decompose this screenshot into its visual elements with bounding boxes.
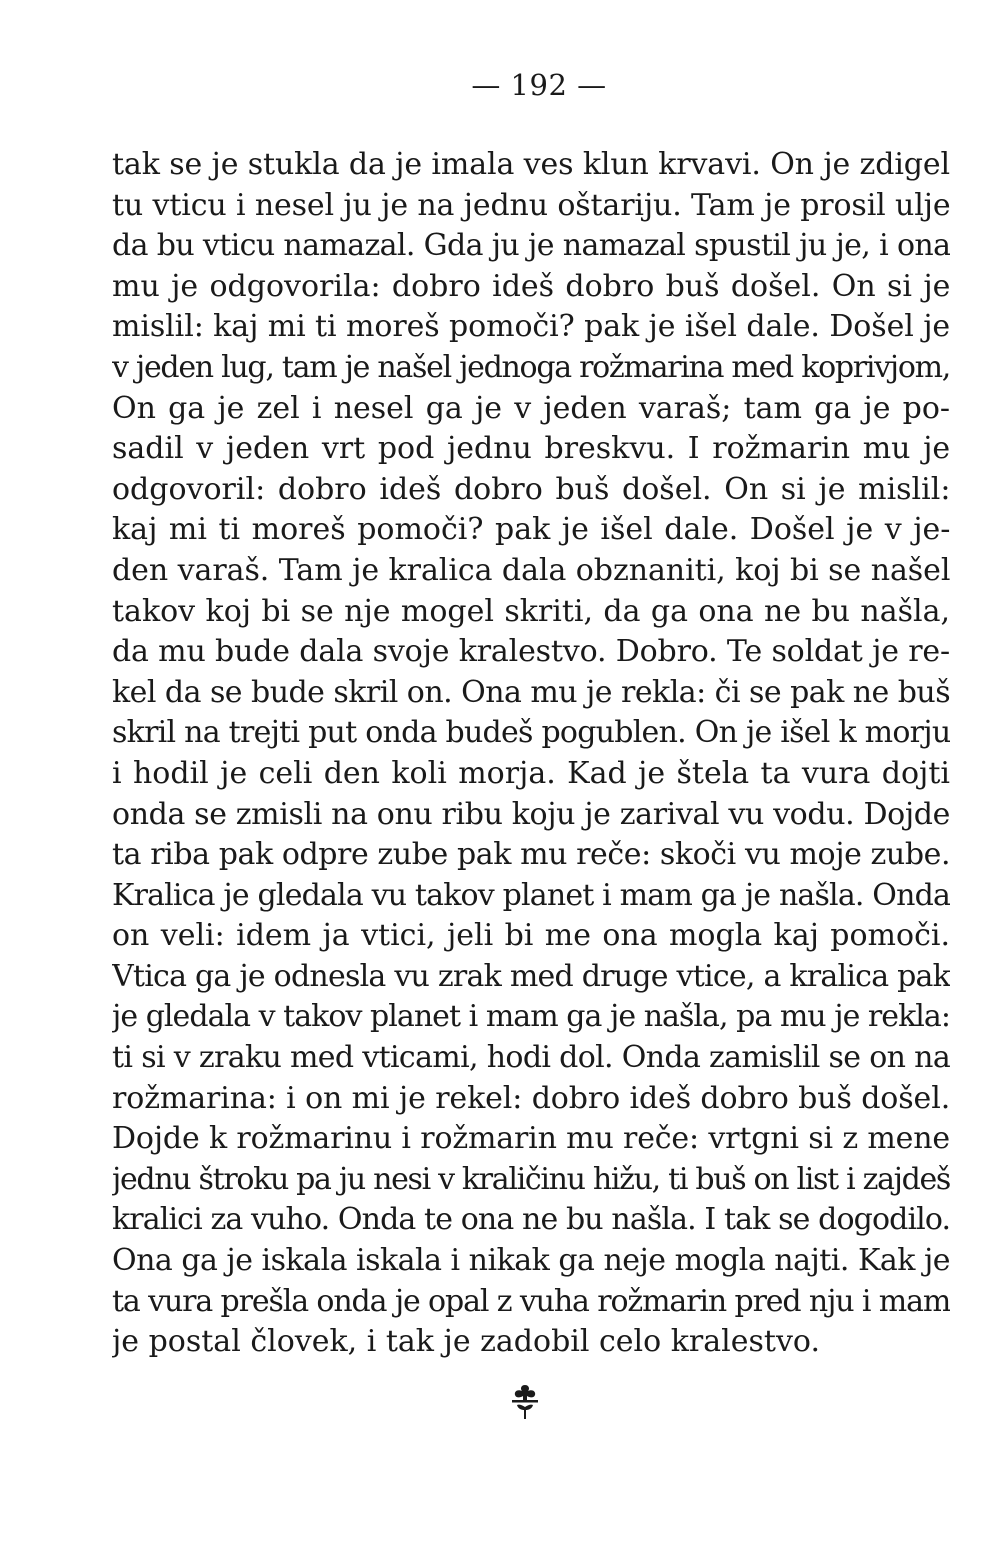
- text-line: onda se zmisli na onu ribu koju je zarival vu vodu. Dojde: [112, 796, 950, 832]
- text-line: mislil: kaj mi ti moreš pomoči? pak je išel dale. Došel je: [112, 309, 950, 345]
- text-line: kel da se bude skril on. Ona mu je rekla: či se pak ne buš: [112, 674, 950, 710]
- text-line: jednu štroku pa ju nesi v kraličinu hižu, ti buš on list i zajdeš: [112, 1161, 950, 1197]
- text-line: v jeden lug, tam je našel jednoga rožmarina med koprivjom,: [112, 349, 950, 385]
- text-line: da mu bude dala svoje kralestvo. Dobro. Te soldat je re-: [112, 634, 950, 670]
- text-line: On ga je zel i nesel ga je v jeden varaš; tam ga je po-: [112, 390, 950, 426]
- text-line: da bu vticu namazal. Gda ju je namazal spustil ju je, i ona: [112, 228, 950, 264]
- page-number: — 192 —: [471, 68, 607, 102]
- body-text: [112, 145, 950, 1363]
- text-line: ta vura prešla onda je opal z vuha rožmarin pred nju i mam: [112, 1283, 950, 1319]
- text-line: Kralica je gledala vu takov planet i mam ga je našla. Onda: [112, 877, 950, 913]
- text-line: ta riba pak odpre zube pak mu reče: skoči vu moje zube.: [112, 837, 950, 873]
- fleuron-ornament-icon: [508, 1383, 542, 1421]
- text-line: on veli: idem ja vtici, jeli bi me ona mogla kaj pomoči.: [112, 918, 950, 954]
- text-line: i hodil je celi den koli morja. Kad je štela ta vura dojti: [112, 755, 950, 791]
- text-line-last: je postal človek, i tak je zadobil celo kralestvo.: [112, 1324, 820, 1360]
- text-line: mu je odgovorila: dobro ideš dobro buš došel. On si je: [112, 268, 950, 304]
- text-line: tu vticu i nesel ju je na jednu oštariju. Tam je prosil ulje: [112, 187, 950, 223]
- text-line: odgovoril: dobro ideš dobro buš došel. On si je mislil:: [112, 471, 950, 507]
- text-line: Dojde k rožmarinu i rožmarin mu reče: vrtgni si z mene: [112, 1121, 950, 1157]
- text-line: rožmarina: i on mi je rekel: dobro ideš dobro buš došel.: [112, 1080, 950, 1116]
- text-line: takov koj bi se nje mogel skriti, da ga ona ne bu našla,: [112, 593, 950, 629]
- text-line: je gledala v takov planet i mam ga je našla, pa mu je rekla:: [112, 999, 950, 1035]
- text-line: skril na trejti put onda budeš pogublen. On je išel k morju: [112, 715, 950, 751]
- text-line: Vtica ga je odnesla vu zrak med druge vtice, a kralica pak: [112, 958, 950, 994]
- text-line: sadil v jeden vrt pod jednu breskvu. I rožmarin mu je: [112, 431, 950, 467]
- text-line: Ona ga je iskala iskala i nikak ga neje mogla najti. Kak je: [112, 1243, 950, 1279]
- text-line: tak se je stukla da je imala ves klun krvavi. On je zdigel: [112, 147, 950, 182]
- text-line: den varaš. Tam je kralica dala obznaniti, koj bi se našel: [112, 552, 950, 588]
- text-line: kralici za vuho. Onda te ona ne bu našla. I tak se dogodilo.: [112, 1202, 950, 1238]
- text-line: ti si v zraku med vticami, hodi dol. Onda zamislil se on na: [112, 1040, 950, 1076]
- text-line: kaj mi ti moreš pomoči? pak je išel dale. Došel je v je-: [112, 512, 950, 548]
